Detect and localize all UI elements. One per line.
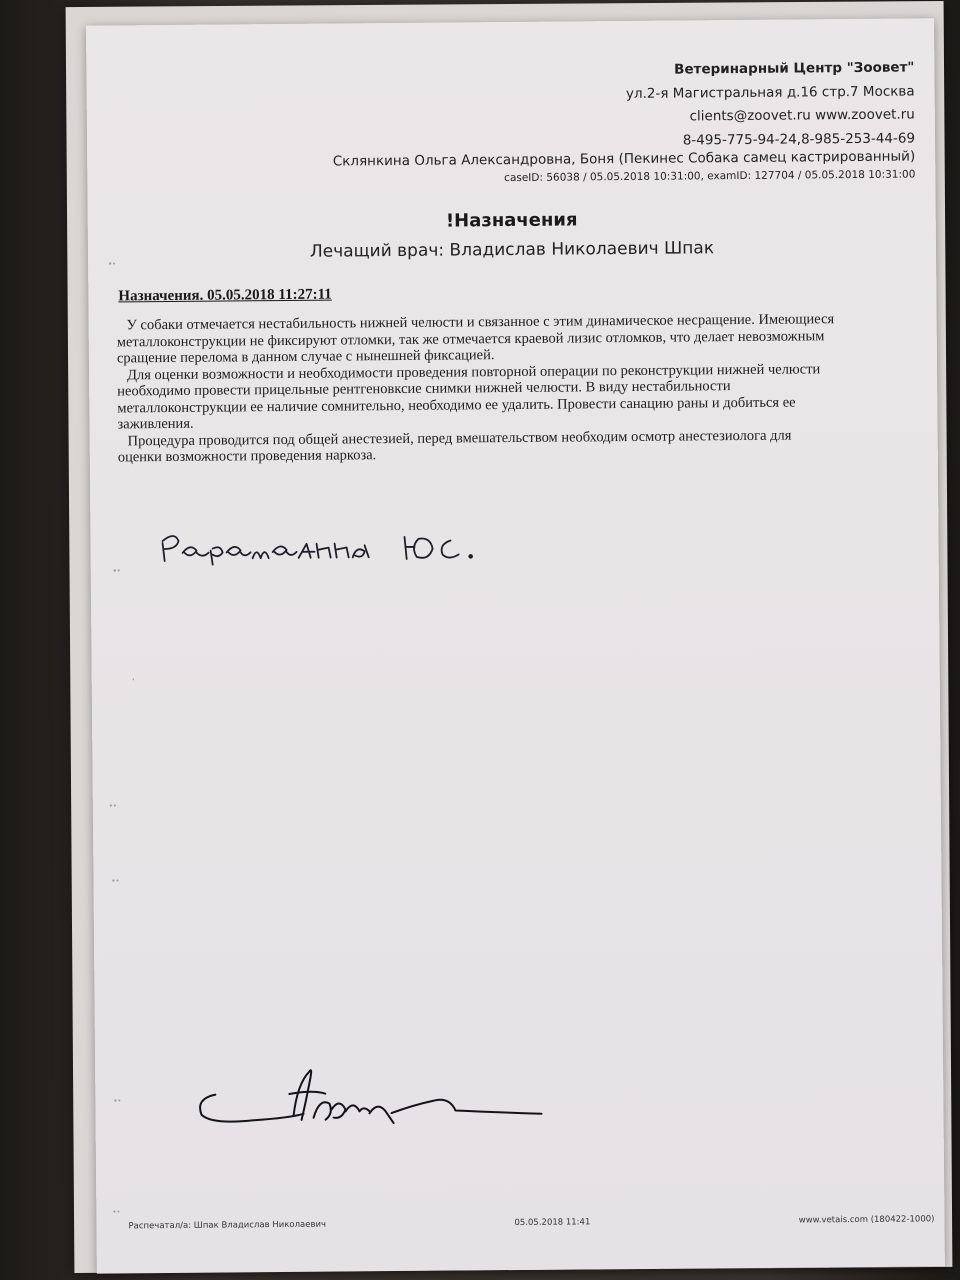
paragraph: Процедура проводится под общей анестезией, перед вмешательством необходим осмотр анестезиолога для оценки возможности проведения наркоза. bbox=[117, 427, 792, 466]
attending-doctor: Лечащий врач: Владислав Николаевич Шпак bbox=[309, 238, 715, 262]
case-line: caseID: 56038 / 05.05.2018 10:31:00, examID: 127704 / 05.05.2018 10:31:00 bbox=[504, 168, 916, 185]
paragraph: Для оценки возможности и необходимости проведения повторной операции по реконструкции нижней челюсти необходимо провести прицельные рентгеновксие снимки нижней челюсти. В виду нестабильности металлоконструкции ее наличие сомнительно, необходимо ее удалить. Провести санацию раны и добиться ее заживления. bbox=[117, 360, 821, 433]
clinic-header bbox=[626, 56, 915, 153]
document-page bbox=[86, 18, 945, 1273]
clinic-name: Ветеринарный Центр "Зоовет" bbox=[674, 59, 915, 78]
document-title: !Назначения bbox=[445, 209, 578, 232]
printed-by: Распечатал/а: Шпак Владислав Николаевич bbox=[128, 1219, 327, 1232]
assignment-heading: Назначения. 05.05.2018 11:27:11 bbox=[118, 286, 332, 305]
paragraph: У собаки отмечается нестабильность нижней челюсти и связанное с этим динамическое несращение. Имеющиеся металлоконструкции не фиксируют отломки, так же отмечается краевой лизис отломков, что делает невозможным сращение перелома в данном случае с нынешней фиксацией. bbox=[116, 311, 835, 367]
clinic-contacts: clients@zoovet.ru www.zoovet.ru bbox=[689, 106, 915, 125]
software-info: www.vetais.com (180422-1000) bbox=[798, 1214, 935, 1226]
print-footer bbox=[96, 1214, 944, 1232]
print-date: 05.05.2018 11:41 bbox=[514, 1217, 591, 1229]
doctor-signature bbox=[193, 1052, 554, 1145]
patient-line: Склянкина Ольга Александровна, Боня (Пекинес Собака самец кастрированный) bbox=[332, 148, 916, 170]
clinic-phones: 8-495-775-94-24,8-985-253-44-69 bbox=[682, 129, 916, 148]
handwritten-note bbox=[156, 510, 497, 573]
clinic-address: ул.2-я Магистральная д.16 стр.7 Москва bbox=[625, 82, 915, 102]
patient-info bbox=[333, 146, 916, 187]
assignment-body bbox=[117, 311, 838, 466]
